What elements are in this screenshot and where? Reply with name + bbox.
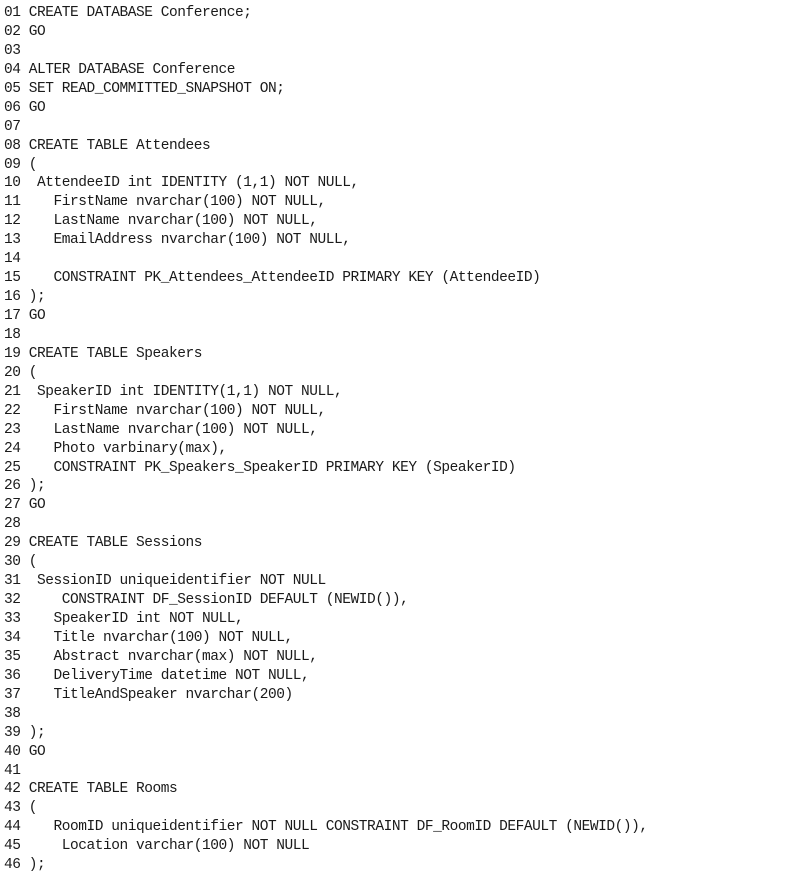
code-line: 15 CONSTRAINT PK_Attendees_AttendeeID PRIMARY KEY (AttendeeID): [4, 270, 541, 287]
code-line: 34 Title nvarchar(100) NOT NULL,: [4, 629, 293, 646]
code-line: 08 CREATE TABLE Attendees: [4, 137, 211, 154]
code-line: 46 );: [4, 857, 46, 874]
code-line: 28: [4, 516, 21, 533]
code-line: 22 FirstName nvarchar(100) NOT NULL,: [4, 402, 326, 419]
code-line: 13 EmailAddress nvarchar(100) NOT NULL,: [4, 232, 351, 249]
code-line: 27 GO: [4, 497, 46, 514]
code-line: 33 SpeakerID int NOT NULL,: [4, 611, 244, 627]
code-line: 14: [4, 251, 21, 268]
code-line: 03: [4, 42, 21, 59]
code-line: 16 );: [4, 289, 46, 306]
code-line: 09 (: [4, 156, 38, 173]
code-line: 04 ALTER DATABASE Conference: [4, 61, 236, 78]
code-line: 37 TitleAndSpeaker nvarchar(200): [4, 686, 293, 703]
code-line: 32 CONSTRAINT DF_SessionID DEFAULT (NEWID()),: [4, 592, 409, 609]
code-line: 24 Photo varbinary(max),: [4, 440, 227, 457]
code-line: 39 );: [4, 724, 46, 741]
code-line: 07: [4, 118, 21, 135]
code-line: 40 GO: [4, 743, 46, 760]
code-line: 11 FirstName nvarchar(100) NOT NULL,: [4, 194, 326, 211]
code-line: 02 GO: [4, 23, 46, 40]
code-line: 01 CREATE DATABASE Conference;: [4, 5, 252, 21]
code-line: 44 RoomID uniqueidentifier NOT NULL CONSTRAINT DF_RoomID DEFAULT (NEWID()),: [4, 819, 648, 836]
code-line: 26 );: [4, 478, 46, 495]
code-line: 19 CREATE TABLE Speakers: [4, 345, 203, 362]
code-line: 06 GO: [4, 99, 46, 116]
code-line: 41: [4, 762, 21, 779]
code-line: 43 (: [4, 800, 38, 817]
code-line: 18: [4, 326, 21, 343]
code-line: 29 CREATE TABLE Sessions: [4, 535, 203, 552]
code-line: 35 Abstract nvarchar(max) NOT NULL,: [4, 648, 318, 665]
code-line: 23 LastName nvarchar(100) NOT NULL,: [4, 421, 318, 438]
code-line: 45 Location varchar(100) NOT NULL: [4, 838, 310, 855]
sql-code-listing: [4, 4, 648, 875]
code-line: 30 (: [4, 554, 38, 571]
code-line: 42 CREATE TABLE Rooms: [4, 781, 178, 798]
code-line: 10 AttendeeID int IDENTITY (1,1) NOT NULL,: [4, 175, 359, 192]
code-line: 36 DeliveryTime datetime NOT NULL,: [4, 667, 310, 684]
code-line: 05 SET READ_COMMITTED_SNAPSHOT ON;: [4, 80, 285, 97]
code-line: 38: [4, 705, 21, 722]
code-line: 12 LastName nvarchar(100) NOT NULL,: [4, 213, 318, 230]
code-line: 20 (: [4, 364, 38, 381]
code-line: 31 SessionID uniqueidentifier NOT NULL: [4, 573, 326, 590]
code-line: 21 SpeakerID int IDENTITY(1,1) NOT NULL,: [4, 383, 343, 400]
code-line: 25 CONSTRAINT PK_Speakers_SpeakerID PRIMARY KEY (SpeakerID): [4, 459, 516, 476]
code-line: 17 GO: [4, 308, 46, 324]
